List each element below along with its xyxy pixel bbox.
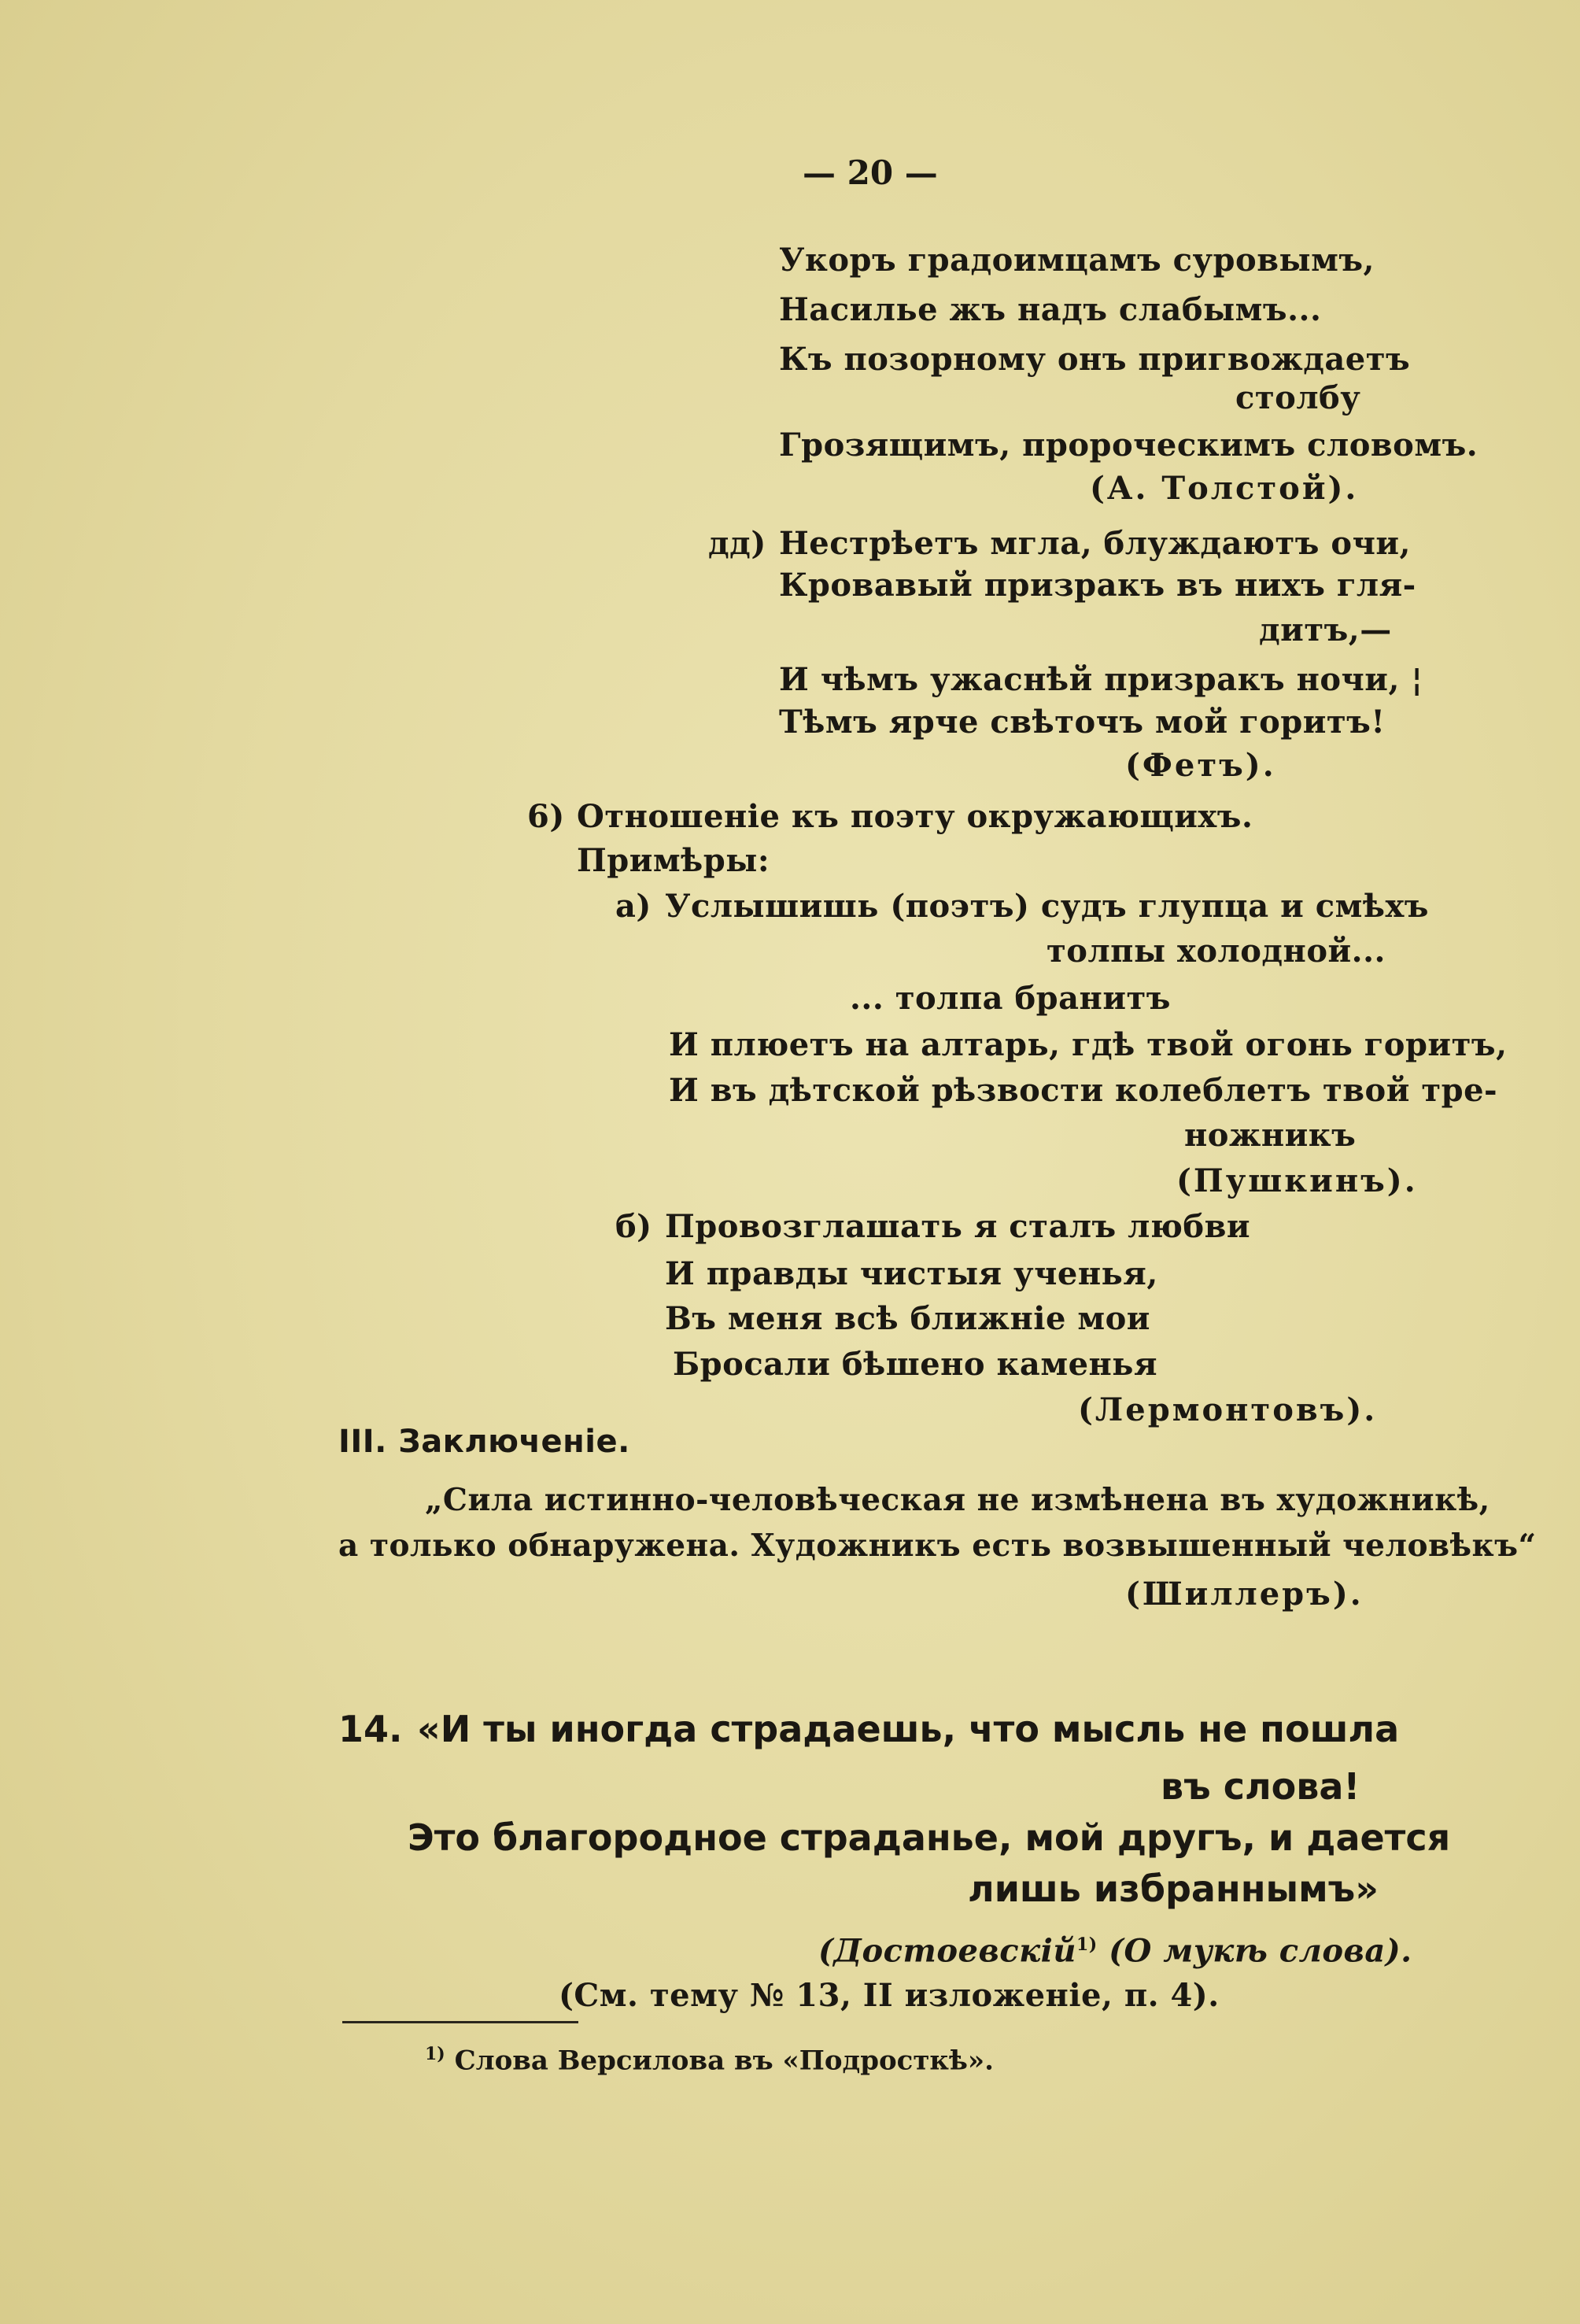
poem-line: столбу xyxy=(1235,379,1361,416)
item-marker: 6) xyxy=(527,798,565,835)
section-heading: III. Заключеніе. xyxy=(338,1424,630,1460)
poem-line: ... толпа бранитъ xyxy=(850,980,1171,1017)
quote-line: а только обнаружена. Художникъ есть возвышенный человѣкъ“ xyxy=(338,1528,1537,1564)
poem-line: Въ меня всѣ ближніе мои xyxy=(665,1300,1150,1337)
poem-line: Къ позорному онъ пригвождаетъ xyxy=(779,341,1411,378)
poem-attribution: (Пушкинъ). xyxy=(1176,1162,1418,1199)
quote-line: „Сила истинно-человѣческая не измѣнена въ художникѣ, xyxy=(425,1482,1490,1518)
examples-label: Примѣры: xyxy=(577,842,770,879)
poem-line: Нестрѣетъ мгла, блуждаютъ очи, xyxy=(779,525,1411,562)
poem-attribution: (Лермонтовъ). xyxy=(1078,1391,1378,1428)
footnote-mark: 1) xyxy=(425,2044,445,2064)
topic-source xyxy=(818,1924,1412,1971)
item-marker: б) xyxy=(615,1208,652,1245)
see-also-note: (См. тему № 13, II изложеніе, п. 4). xyxy=(559,1977,1220,2014)
footnote-divider xyxy=(342,2021,578,2023)
poem-line: И чѣмъ ужаснѣй призракъ ночи, ¦ xyxy=(779,661,1423,698)
page-number: — 20 — xyxy=(803,153,938,192)
topic-title-line: лишь избраннымъ» xyxy=(968,1868,1379,1910)
poem-attribution: (А. Толстой). xyxy=(1090,470,1359,507)
poem-attribution: (Фетъ). xyxy=(1125,747,1276,784)
poem-line: дитъ,— xyxy=(1259,611,1392,648)
item-marker: дд) xyxy=(708,525,766,562)
section-title: Отношеніе къ поэту окружающихъ. xyxy=(577,798,1253,835)
quote-attribution: (Шиллеръ). xyxy=(1125,1576,1364,1613)
source-author: (Достоевскій xyxy=(818,1932,1076,1970)
topic-title-line: «И ты иногда страдаешь, что мысль не пошла xyxy=(417,1708,1400,1750)
poem-line: Укоръ градоимцамъ суровымъ, xyxy=(779,242,1375,279)
poem-line: Бросали бѣшено каменья xyxy=(673,1346,1157,1383)
footnote xyxy=(425,2037,994,2078)
item-marker: а) xyxy=(615,888,652,925)
poem-line: Грозящимъ, пророческимъ словомъ. xyxy=(779,427,1478,464)
footnote-reference: 1) xyxy=(1076,1934,1098,1955)
poem-line: И плюетъ на алтарь, гдѣ твой огонь горитъ, xyxy=(669,1026,1508,1063)
poem-line: Кровавый призракъ въ нихъ гля- xyxy=(779,567,1416,604)
topic-title-line: въ слова! xyxy=(1161,1765,1360,1808)
poem-line: И въ дѣтской рѣзвости колеблетъ твой тре- xyxy=(669,1072,1498,1109)
poem-line: Услышишь (поэтъ) судъ глупца и смѣхъ xyxy=(665,888,1429,925)
poem-line: Насилье жъ надъ слабымъ... xyxy=(779,291,1322,328)
source-topic: (О мукѣ слова). xyxy=(1109,1932,1412,1970)
poem-line: Тѣмъ ярче свѣточъ мой горитъ! xyxy=(779,704,1386,741)
poem-line: И правды чистыя ученья, xyxy=(665,1255,1158,1292)
poem-line: Провозглашать я сталъ любви xyxy=(665,1208,1251,1245)
poem-line: ножникъ xyxy=(1184,1117,1357,1154)
topic-number: 14. xyxy=(338,1708,403,1750)
footnote-text: Слова Версилова въ «Подросткѣ». xyxy=(454,2045,994,2077)
poem-line: толпы холодной... xyxy=(1047,933,1386,970)
topic-title-line: Это благородное страданье, мой другъ, и дается xyxy=(408,1816,1451,1859)
